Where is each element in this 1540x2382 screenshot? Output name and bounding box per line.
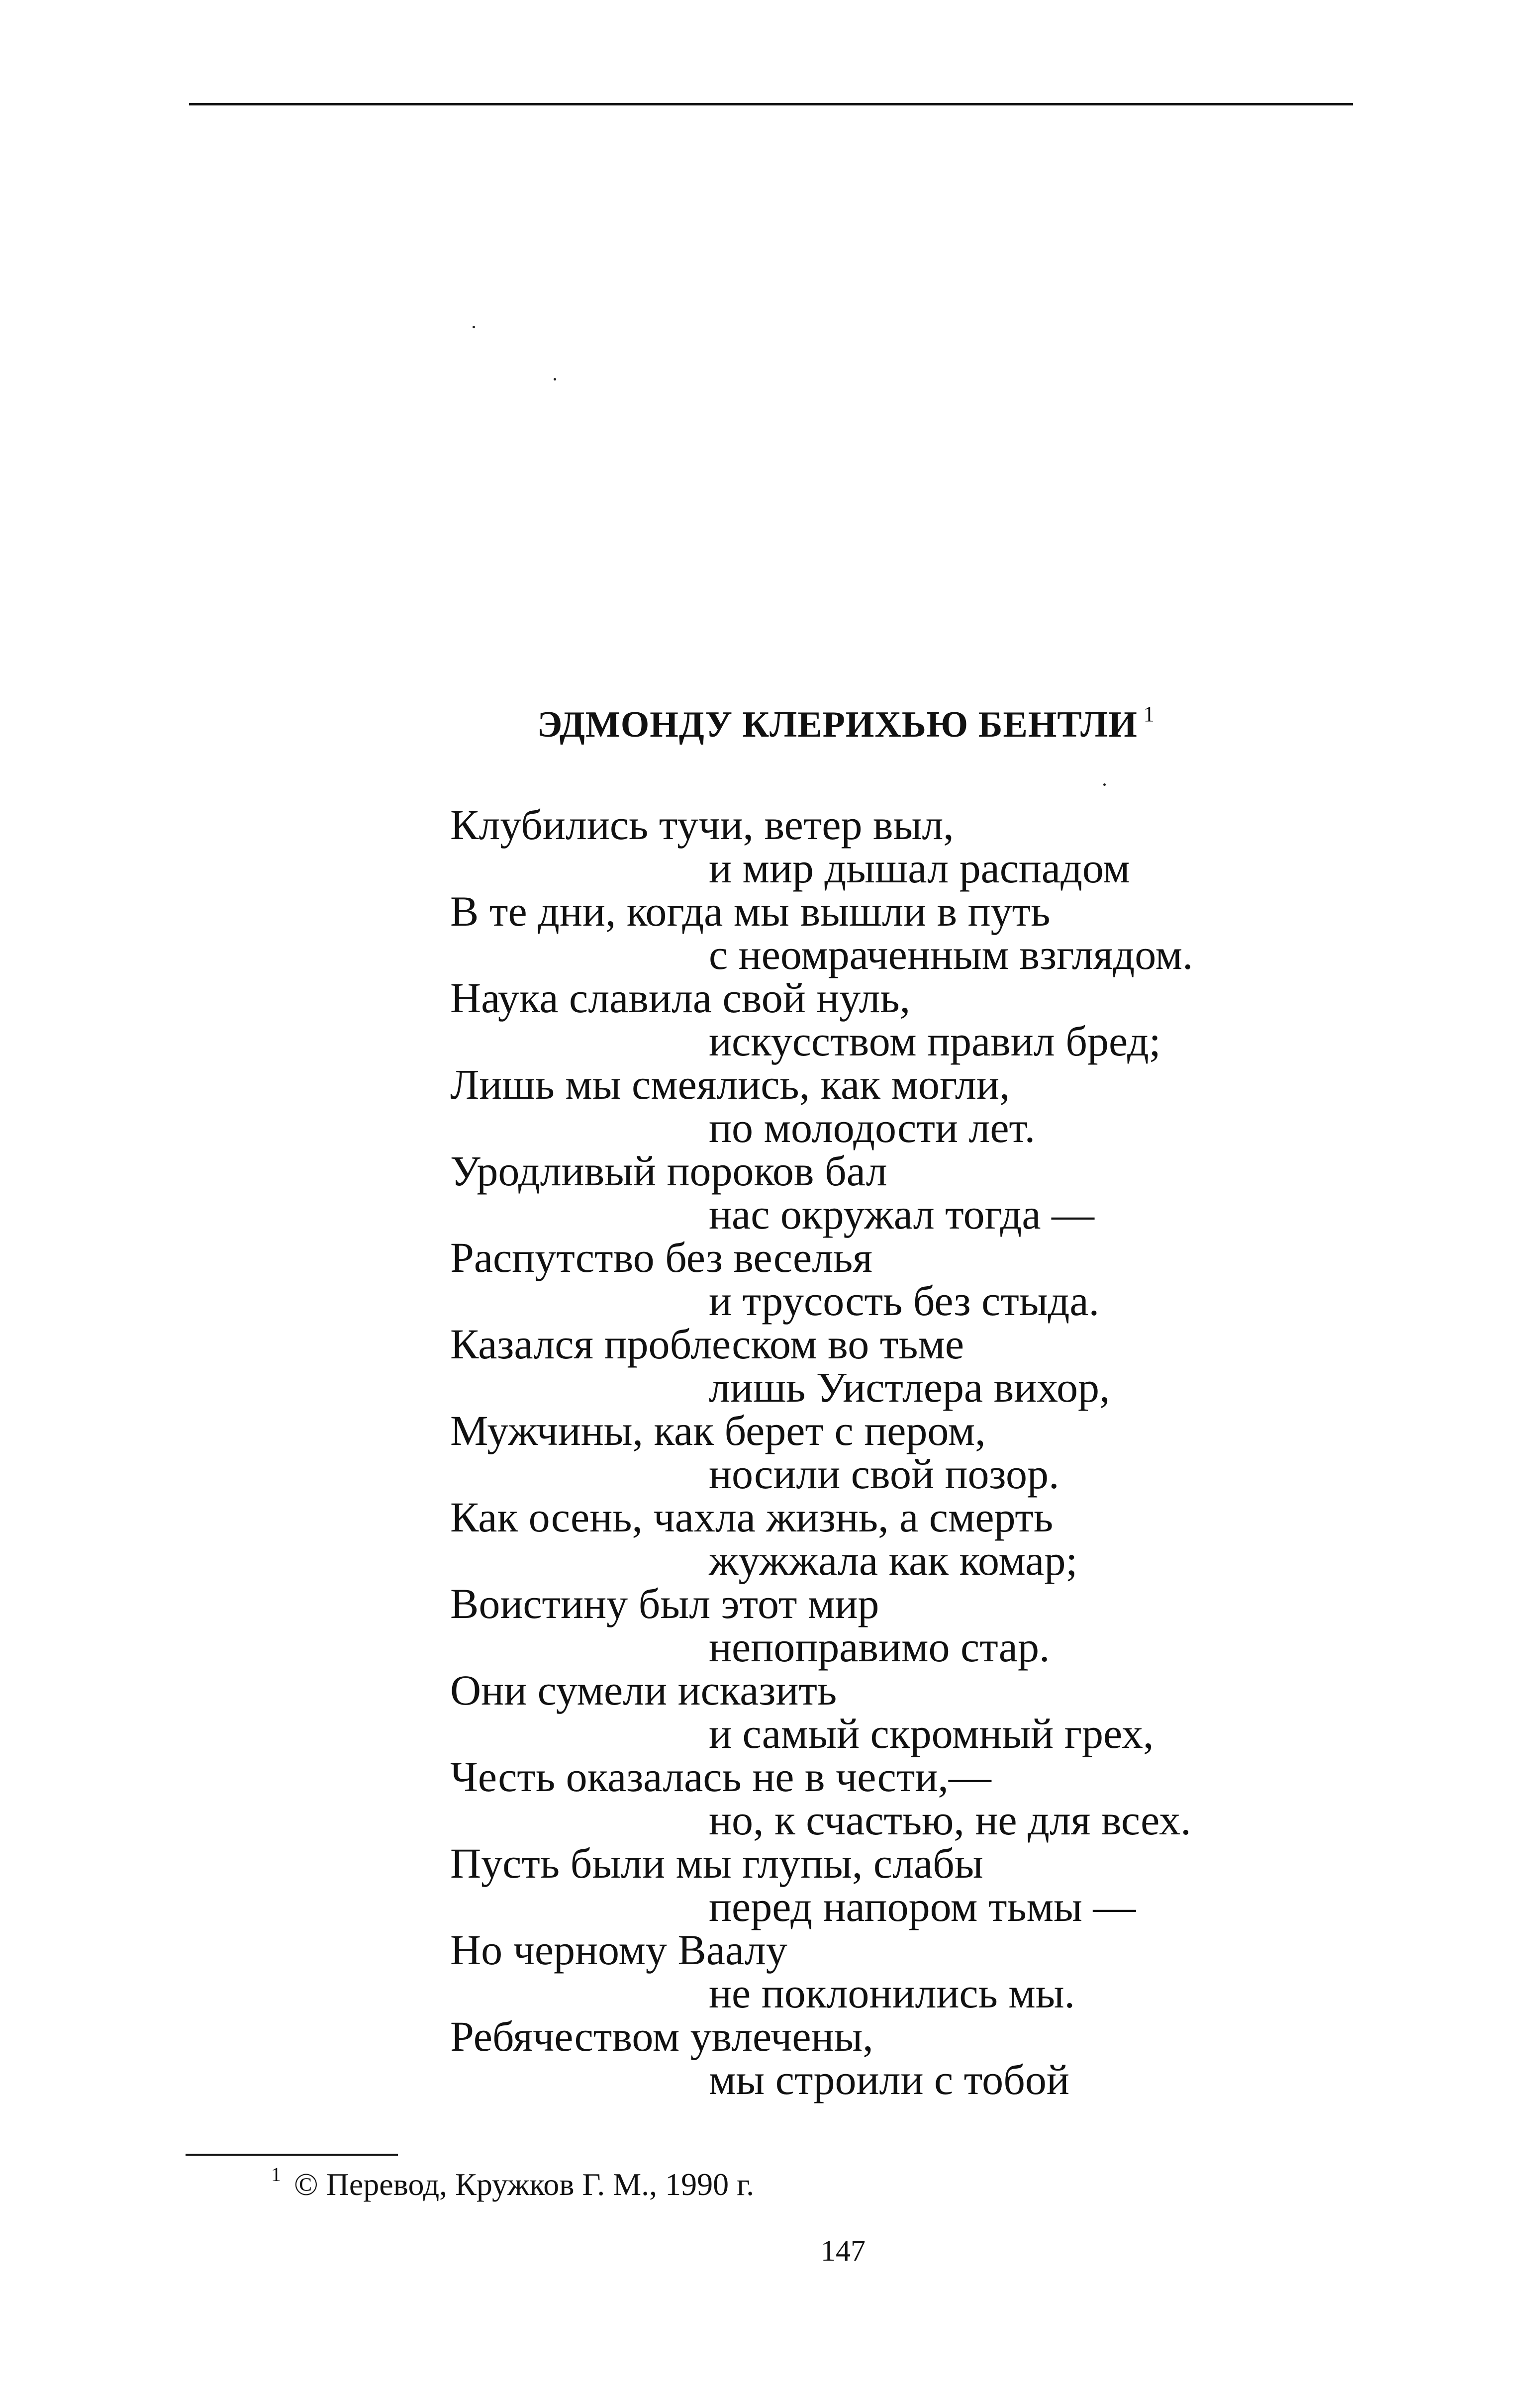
- poem-line: Воистину был этот мир: [450, 1580, 879, 1627]
- title-footnote-ref: 1: [1143, 702, 1155, 726]
- poem-line: не поклонились мы.: [709, 1969, 1075, 2017]
- poem-line: носили свой позор.: [709, 1450, 1059, 1498]
- top-rule: [189, 103, 1353, 105]
- poem-line: нас окружал тогда —: [709, 1190, 1095, 1238]
- speck-mark: [473, 326, 475, 328]
- poem-line: мы строили с тобой: [709, 2056, 1069, 2103]
- footnote-mark: 1: [271, 2163, 281, 2186]
- poem-line: непоправимо стар.: [709, 1623, 1050, 1671]
- poem-line: с неомраченным взглядом.: [709, 931, 1193, 978]
- poem-line: Уродливый пороков бал: [450, 1147, 887, 1195]
- speck-mark: [1103, 783, 1106, 786]
- poem-line: Мужчины, как берет с пером,: [450, 1407, 986, 1454]
- poem-line: Как осень, чахла жизнь, а смерть: [450, 1493, 1054, 1541]
- page-number: 147: [821, 2234, 866, 2267]
- poem-line: Лишь мы смеялись, как могли,: [450, 1060, 1010, 1108]
- poem-line: Наука славила свой нуль,: [450, 974, 911, 1022]
- poem-line: но, к счастью, не для всех.: [709, 1796, 1191, 1844]
- footnote-text: © Перевод, Кружков Г. М., 1990 г.: [294, 2167, 755, 2202]
- poem-line: и мир дышал распадом: [709, 844, 1130, 892]
- poem-title-text: ЭДМОНДУ КЛЕРИХЬЮ БЕНТЛИ: [537, 704, 1138, 745]
- poem-line: Честь оказалась не в чести,—: [450, 1753, 991, 1801]
- footnote-rule: [186, 2154, 398, 2156]
- poem-line: Но черному Ваалу: [450, 1926, 787, 1974]
- poem-line: перед напором тьмы —: [709, 1883, 1136, 1930]
- footnote: [271, 2164, 754, 2205]
- poem-line: Пусть были мы глупы, слабы: [450, 1839, 983, 1887]
- poem-line: Казался проблеском во тьме: [450, 1320, 964, 1368]
- poem-line: искусством правил бред;: [709, 1017, 1161, 1065]
- poem-line: по молодости лет.: [709, 1104, 1036, 1151]
- poem-body: [450, 803, 1346, 2101]
- poem-title: [537, 702, 1155, 745]
- poem-line: Ребячеством увлечены,: [450, 2012, 873, 2060]
- speck-mark: [554, 378, 556, 381]
- poem-line: В те дни, когда мы вышли в путь: [450, 887, 1051, 935]
- poem-line: Распутство без веселья: [450, 1234, 872, 1281]
- poem-line: и трусость без стыда.: [709, 1277, 1100, 1325]
- poem-line: и самый скромный грех,: [709, 1710, 1154, 1757]
- poem-line: Клубились тучи, ветер выл,: [450, 801, 954, 849]
- poem-line: Они сумели исказить: [450, 1666, 837, 1714]
- poem-line: лишь Уистлера вихор,: [709, 1363, 1110, 1411]
- poem-line: жужжала как комар;: [709, 1536, 1078, 1584]
